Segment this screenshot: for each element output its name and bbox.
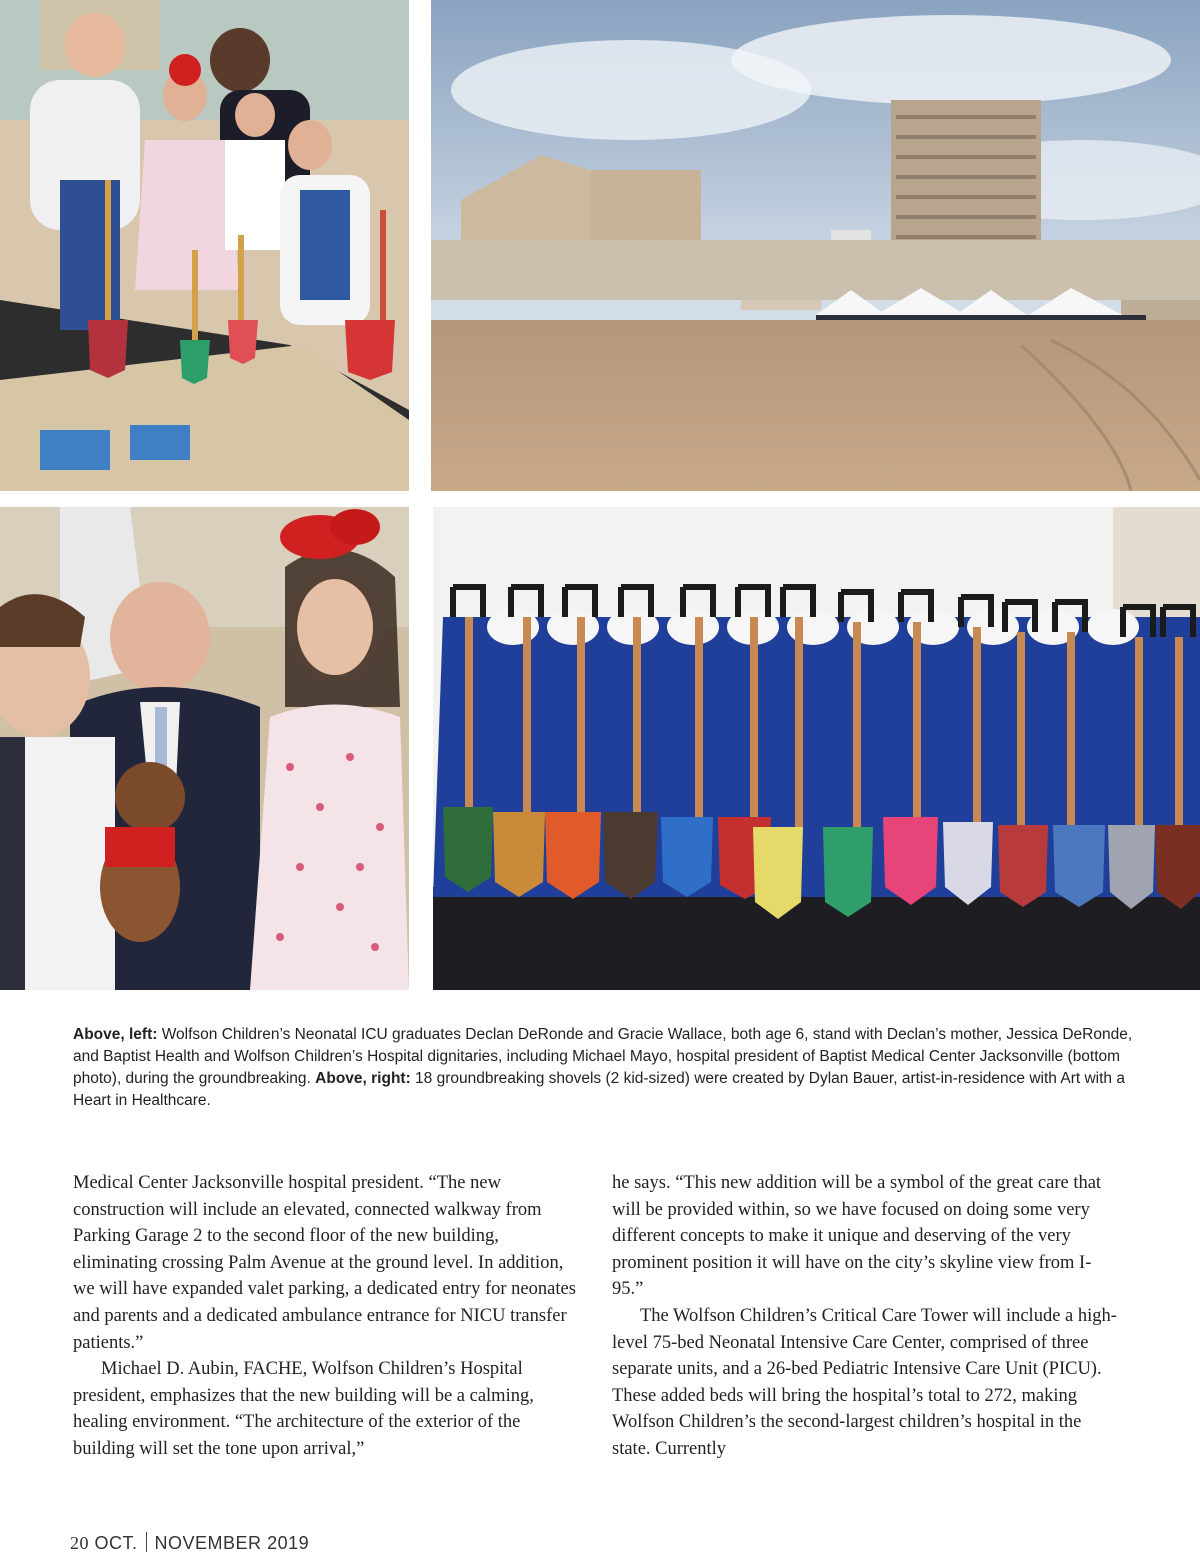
- article-paragraph: Michael D. Aubin, FACHE, Wolfson Children’s Hospital president, emphasizes that the new building will be a calming, healing environment. “The architecture of the exterior of the building will set the tone upon arrival,”: [73, 1359, 534, 1459]
- page-folio: [70, 1532, 309, 1554]
- photo-groundbreaking-site: [431, 0, 1200, 491]
- caption-right-text: 18 groundbreaking shovels (2 kid-sized) were created by Dylan Bauer, artist-in-residence with Art with a Heart in Healthcare.: [73, 1070, 1125, 1109]
- page-number: 20: [70, 1533, 89, 1553]
- article-paragraph: Medical Center Jacksonville hospital president. “The new construction will include an elevated, connected walkway from Parking Garage 2 to the second floor of the new building, eliminating crossing Palm Avenue at the ground level. In addition, we will have expanded valet parking, a dedicated entry for neonates and parents and a dedicated ambulance entrance for NICU transfer patients.”: [73, 1173, 576, 1353]
- photo-painted-shovels: [433, 507, 1200, 990]
- issue-month-a: OCT.: [94, 1533, 138, 1553]
- folio-divider: [146, 1532, 147, 1552]
- issue-year: 2019: [267, 1533, 310, 1553]
- article-column-left: [73, 1170, 581, 1463]
- issue-month-b: NOVEMBER: [154, 1533, 262, 1553]
- photo-group-with-shovels: [0, 0, 409, 491]
- caption-left-text: Wolfson Children’s Neonatal ICU graduates Declan DeRonde and Gracie Wallace, both age 6, stand with Declan’s mother, Jessica DeRonde, and Baptist Health and Wolfson Children’s Hospital dignitaries, including Michael Mayo, hospital president of Baptist Medical Center Jacksonville (bottom photo), during the groundbreaking.: [73, 1026, 1133, 1087]
- photo-children-with-president: [0, 507, 409, 990]
- caption-left-label: Above, left:: [73, 1026, 158, 1043]
- photo-caption: [73, 1024, 1143, 1112]
- article-paragraph: he says. “This new addition will be a symbol of the great care that will be provided within, so we have focused on doing some very different concepts to make it unique and deserving of the very prominent position it will have on the city’s skyline view from I-95.”: [612, 1173, 1102, 1300]
- article-paragraph: The Wolfson Children’s Critical Care Tower will include a high-level 75-bed Neonatal Intensive Care Center, comprised of three separate units, and a 26-bed Pediatric Intensive Care Unit (PICU). These added beds will bring the hospital’s total to 272, making Wolfson Children’s the second-largest children’s hospital in the state. Currently: [612, 1305, 1117, 1459]
- article-column-right: [612, 1170, 1120, 1463]
- caption-right-label: Above, right:: [315, 1070, 411, 1087]
